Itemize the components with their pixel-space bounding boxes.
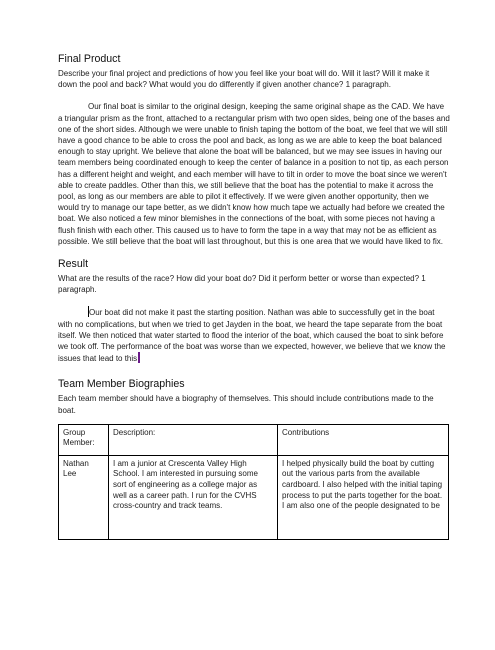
document-page (58, 53, 450, 540)
header-description[interactable]: Description: (109, 424, 278, 455)
result-answer[interactable]: Our boat did not make it past the starting position. Nathan was able to successfully get in the boat with no complications, but when we tried to get Jayden in the boat, we heard the tape separate from the boat itself. We then noticed that water started to flood the interior of the boat, which caused the boat to sink before we took off. The performance of the boat was worse than we expected, however, we believe that we know the issues that lead to this (58, 308, 446, 364)
bios-table (58, 424, 449, 540)
table-header-row (59, 424, 449, 455)
bios-prompt: Each team member should have a biography of themselves. This should include contributions made to the boat. (58, 394, 434, 415)
result-heading: Result (58, 258, 89, 271)
header-group-member[interactable]: Group Member: (59, 424, 109, 455)
table-row (59, 455, 449, 539)
cell-description[interactable]: I am a junior at Crescenta Valley High School. I am interested in pursuing some sort of engineering as a college major as well as a career path. I run for the CVHS cross-country and track teams. (109, 455, 278, 539)
final-product-heading: Final Product (58, 53, 121, 65)
cell-member[interactable]: Nathan Lee (59, 455, 109, 539)
result-prompt: What are the results of the race? How did your boat do? Did it perform better or worse than expected? 1 paragraph. (58, 274, 426, 295)
result-answer-block[interactable] (58, 306, 450, 364)
final-product-prompt: Describe your final project and predictions of how you feel like your boat will do. Will it last? Will it make it down the pool and back? What would you do differently if given another chance? 1 paragraph. (58, 69, 430, 90)
cell-contributions[interactable]: I helped physically build the boat by cutting out the various parts from the available cardboard. I also helped with the initial taping process to put the parts together for the boat. I am also one of the people designated to be (278, 455, 449, 539)
final-product-answer[interactable]: Our final boat is similar to the original design, keeping the same original shape as the CAD. We have a triangular prism as the front, attached to a rectangular prism with two open sides, being one of the bases and one of the short sides. Although we were unable to finish taping the bottom of the boat, we feel that we will still have a good chance to be able to cross the pool and back, as long as we are able to keep the boat balanced enough to stay upright. We believe that alone the boat will be balanced, but we may see issues in having our team members being coordinated enough to keep the center of balance in a position to not tip, as each person has a different height and weight, and each member will have to tilt in order to move the boat since we weren't able to create paddles. Other than this, we still believe that the boat has the potential to make it across the pool, as long as our members are able to pilot it effectively. If we were given another opportunity, then we would try to manage our tape better, as we didn't know how much tape we actually had before we created the boat. We also noticed a few minor blemishes in the connections of the boat, with some pieces not having a flush finish with each other. This caused us to have to form the tape in a way that may not be as efficient as possible. We still believe that the boat will last throughout, but this is one area that we would have liked to fix. (58, 102, 450, 246)
collaborator-cursor-icon (138, 352, 140, 363)
header-contributions[interactable]: Contributions (278, 424, 449, 455)
bios-heading: Team Member Biographies (58, 378, 185, 391)
